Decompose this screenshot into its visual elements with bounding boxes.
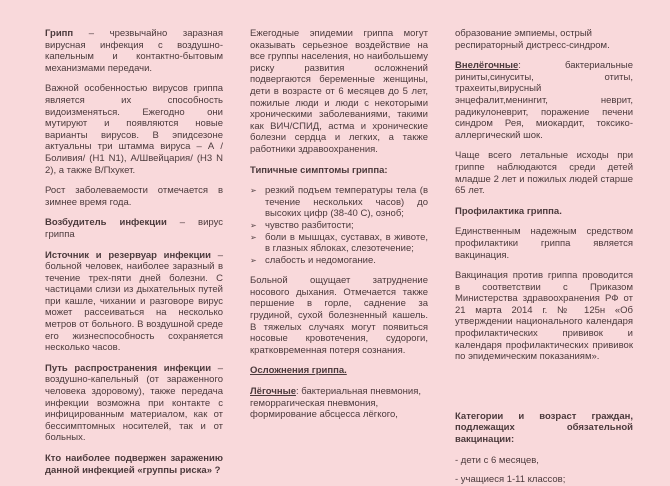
categories-heading: Категории и возраст граждан, подлежащих обязательной вакцинации: [455,410,633,446]
bullet-arrow-icon: ➢ [250,186,257,196]
transmission-route-term: Путь распространения инфекции [45,362,212,374]
transmission-route-text: – воздушно-капельный (от зараженного человека здоровому), также передача инфекции возможна при контакте с инфицированным материалом, как от бессимптомных носителей, так и от больных. [45,362,223,444]
bullet-arrow-icon: ➢ [250,232,257,242]
symptom-item [250,185,428,220]
flu-definition-text: – чрезвычайно заразная вирусная инфекция с воздушно-капельным и контактно-бытовым механизмами передачи. [45,28,223,74]
bullet-arrow-icon: ➢ [250,220,257,230]
symptom-item [250,255,428,267]
infection-agent-paragraph [45,217,223,240]
lethality-paragraph: Чаще всего летальные исходы при гриппе наблюдаются среди детей младше 2 лет и пожилых людей старше 65 лет. [455,150,633,197]
infection-agent-text: – вирус гриппа [45,217,223,240]
extrapulmonary-list-text: : бактериальные риниты,синуситы, отиты, трахеиты,вирусный энцефалит,менингит, неврит, радикулоневрит, поражение печени синдром Рея, миокардит, токсико-аллергический шок. [455,60,633,141]
complications-heading [250,365,428,377]
symptom-item [250,232,428,255]
pulmonary-list-text: : бактериальная пневмония, геморрагическая пневмония, формирование абсцесса лёгкого, [250,386,422,421]
infection-source-paragraph [45,250,223,354]
pulmonary-complications-paragraph [250,386,428,421]
nasal-breathing-paragraph: Больной ощущает затруднение носового дыхания. Отмечается также першение в горле, саднение за грудиной, сухой болезненный кашель. В тяжелых случаях могут появиться носовые кровотечения, судороги, кратковременная потеря сознания. [250,275,428,356]
symptom-text: слабость и недомогание. [265,254,376,266]
extrapulmonary-term: Внелёгочные [455,60,519,72]
epidemics-impact-paragraph: Ежегодные эпидемии гриппа могут оказывать серьезное воздействие на все группы населения, но наибольшему риску развития осложнений подвергаются беременные женщины, дети в возрасте от 6 месяцев до 5 лет, пожилые люди и люди с некоторыми хроническими заболеваниями, такими как ВИЧ/СПИД, астма и хронические болезни сердца и легких, а также работники здравоохранения. [250,28,428,155]
symptoms-list [250,185,428,266]
transmission-route-paragraph [45,363,223,444]
vaccination-only-remedy-paragraph: Единственным надежным средством профилактики гриппа является вакцинация. [455,226,633,261]
seasonality-paragraph: Рост заболеваемости отмечается в зимнее время года. [45,185,223,208]
infection-agent-term: Возбудитель инфекции [45,217,167,229]
column-middle [250,28,428,458]
vaccination-order-paragraph: Вакцинация против гриппа проводится в соответствии с Приказом Министерства здравоохранения РФ от 21 марта 2014 г. № 125н «Об утверждении национального календаря профилактических прививок и календаря профилактических прививок по эпидемическим показаниям». [455,270,633,363]
virus-variability-paragraph: Важной особенностью вирусов гриппа является их способность видоизменяться. Ежегодно они мутируют и появляются новые варианты вирусов. В эпидсезоне актуальны три штамма вируса – А /Боливия/ (H1 N1), А/Швейцария/ (H3 N 2), а также В/Пхукет. [45,83,223,176]
infection-source-term: Источник и резервуар инфекции [45,249,211,261]
column-right [455,28,633,486]
pulmonary-term: Лёгочные [250,386,296,398]
category-item-students: - учащиеся 1-11 классов; [455,474,566,486]
risk-groups-question-heading: Кто наиболее подвержен заражению данной инфекцией «группы риска» ? [45,453,223,476]
flu-definition-paragraph [45,28,223,74]
column-left [45,28,223,476]
flu-term: Грипп [45,28,74,39]
bullet-arrow-icon: ➢ [250,255,257,265]
symptom-item [250,220,428,232]
complications-heading-text: Осложнения гриппа. [250,365,347,377]
symptom-text: резкий подъем температуры тела (в течение нескольких часов) до высоких цифр (38-40 С), озноб; [265,185,428,220]
prevention-heading: Профилактика гриппа. [455,205,562,217]
category-item-children: - дети с 6 месяцев, [455,454,539,466]
symptom-text: боли в мышцах, суставах, в животе, в глазных яблоках, слезотечение; [265,231,428,255]
symptoms-heading: Типичные симптомы гриппа: [250,164,388,176]
infection-source-text: – больной человек, наиболее заразный в течение трех-пяти дней болезни. С частицами слизи из дыхательных путей при кашле, чихании и разговоре вирус может рассеиваться на несколько метров от больного. В воздушной среде его жизнеспособность сохраняется несколько часов. [45,249,223,354]
pulmonary-continuation-paragraph: образование эмпиемы, острый респираторный дистресс-синдром. [455,28,610,51]
symptom-text: чувство разбитости; [265,219,354,231]
extrapulmonary-complications-paragraph [455,60,633,141]
